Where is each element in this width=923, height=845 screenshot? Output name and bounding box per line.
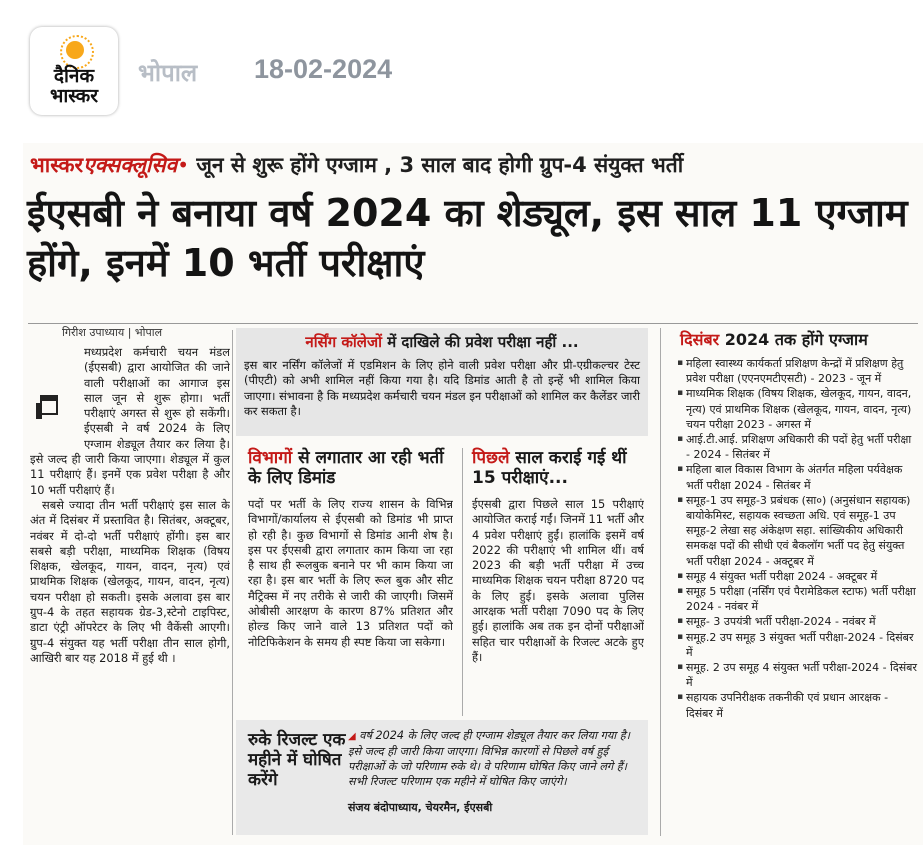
kicker-exclusive: एक्सक्लूसिव (83, 153, 178, 177)
nursing-box (236, 328, 648, 436)
divider (462, 448, 463, 716)
kicker-subhead: जून से शुरू होंगे एग्जाम , 3 साल बाद होगी ग्रुप-4 संयुक्त भर्ती (189, 153, 684, 177)
list-item: ▪ आई.टी.आई. प्रशिक्षण अधिकारी की पदों हेतु भर्ती परीक्षा - 2024 - सितंबर में (678, 432, 918, 462)
results-quote-heading: रुके रिजल्ट एक महीने में घोषित करेंगे (248, 730, 346, 790)
column-main-text (30, 345, 230, 825)
logo-line-2: भास्कर (49, 85, 99, 107)
schedule-heading: दिसंबर 2024 तक होंगे एग्जाम (680, 330, 868, 349)
city-label: भोपाल (138, 60, 198, 87)
last-year-text: ईएसबी द्वारा पिछले साल 15 परीक्षाएं आयोजित कराई गईं। जिनमें 11 भर्ती और 4 प्रवेश परीक्षाएं हुईं। हालांकि इसमें वर्ष 2022 की परीक्षाएं भी शामिल थीं। वर्ष 2023 की बड़ी भर्ती परीक्षा में उच्च माध्यमिक शिक्षक चयन परीक्षा 8720 पद के लिए हुई। इसके अलावा पुलिस आरक्षक भर्ती परीक्षा 7090 पद के लिए हुई। हालांकि अब तक इन दोनों परीक्षाओं सहित चार परीक्षाओं के रिजल्ट अटके हुए हैं। (472, 497, 644, 664)
list-item: ▪ समूह-1 उप समूह-3 प्रबंधक (सा०) (अनुसंधान सहायक) बायोकेमिस्ट, सहायक स्वच्छता अधि. एवं समूह-1 उप समूह-2 लेखा सह अंकेक्षण सहा. सांख्यिकीय अधिकारी समकक्ष पदों की सीधी एवं बैकलॉग भर्ती पद हेतु संयुक्त भर्ती परीक्षा 2024 - अक्टूबर में (678, 493, 918, 569)
office-desk-icon (30, 373, 78, 435)
logo-line-1: दैनिक (53, 65, 95, 87)
list-item: ▪ समूह 4 संयुक्त भर्ती परीक्षा 2024 - अक्टूबर में (678, 569, 918, 584)
list-item: ▪ माध्यमिक शिक्षक (विषय शिक्षक, खेलकूद, गायन, वादन, नृत्य) एवं प्राथमिक शिक्षक (खेलकूद, गायन, वादन, नृत्य) चयन परीक्षा 2023 - अगस्त में (678, 386, 918, 432)
list-item: ▪ समूह- 3 उपयंत्री भर्ती परीक्षा-2024 - नवंबर में (678, 614, 918, 629)
departments-heading: विभागों से लगातार आ रही भर्ती के लिए डिमांड (248, 448, 444, 488)
date-label: 18-02-2024 (254, 54, 393, 84)
departments-text: पदों पर भर्ती के लिए राज्य शासन के विभिन्न विभागों/कार्यालय से ईएसबी को डिमांड भी प्राप्त हो रही है। कुछ विभागों से डिमांड आनी शेष है। इस पर ईएसबी द्वारा लगातार काम किया जा रहा है साथ ही रूलबुक बनाने पर भी काम किया जा रहा है। इस बार भर्ती के लिए रूल बुक और सीट मैट्रिक्स में नए तरीके से जारी की जाएगी। जिसमें ओबीसी आरक्षण के कारण 87% प्रतिशत और होल्ड किए जाने वाले 13 प्रतिशत पदों को नोटिफिकेशन के समय ही स्पष्ट किया जा सकेगा। (248, 497, 453, 649)
divider (28, 323, 918, 324)
quote-author: संजय बंदोपाध्याय, चेयरमैन, ईएसबी (348, 801, 493, 814)
exam-schedule-list (678, 356, 918, 836)
kicker-line (30, 151, 910, 183)
quote-mark-icon: ◢ (348, 731, 356, 742)
last-year-heading: पिछले साल कराई गई थीं 15 परीक्षाएं... (472, 448, 627, 488)
results-quote-text: ◢ वर्ष 2024 के लिए जल्द ही एग्जाम शेड्यूल तैयार कर लिया गया है। इसे जल्द ही जारी किया जाएगा। विभिन्न कारणों से पिछले वर्ष हुई परीक्षाओं के जो परिणाम रुके थे। वे परिणाम घोषित किए जाने लगे हैं। सभी रिजल्ट परिणाम एक महीने में घोषित किए जाएंगे। (348, 729, 630, 788)
paragraph-1: मध्यप्रदेश कर्मचारी चयन मंडल (ईएसबी) द्वारा आयोजित की जाने वाली परीक्षाओं का आगाज इस साल जून से शुरू होगा। भर्ती परीक्षाएं अगस्त से शुरू हो सकेंगी। ईएसबी ने वर्ष 2024 के लिए एग्जाम शेड्यूल तैयार कर लिया है। इसे जल्द ही जारी किया जाएगा। शेड्यूल में कुल 11 परीक्षाएं हैं। इनमें एक प्रवेश परीक्षा है और 10 भर्ती परीक्षाएं हैं। (30, 345, 230, 497)
list-item: ▪ महिला स्वास्थ्य कार्यकर्ता प्रशिक्षण केन्द्रों में प्रशिक्षण हेतु प्रवेश परीक्षा (एएनएमटीएसटी) - 2023 - जून में (678, 356, 918, 386)
divider (660, 328, 661, 836)
list-item: ▪ सहायक उपनिरीक्षक तकनीकी एवं प्रधान आरक्षक - दिसंबर में (678, 690, 918, 720)
nursing-box-text: इस बार नर्सिंग कॉलेजों में एडमिशन के लिए होने वाली प्रवेश परीक्षा और प्री-एग्रीकल्चर टेस्ट (पीएटी) को अभी शामिल नहीं किया गया है। यदि डिमांड आती है तो इन्हें भी शामिल किया जाएगा। संभावना है कि मध्यप्रदेश कर्मचारी चयन मंडल इन परीक्षाओं को शामिल कर कैलेंडर जारी कर सकता है। (244, 358, 640, 418)
paragraph-2: सबसे ज्यादा तीन भर्ती परीक्षाएं इस साल के अंत में दिसंबर में प्रस्तावित है। सितंबर, अक्टूबर, नवंबर में दो-दो भर्ती परीक्षाएं होंगी। इस बार सबसे बड़ी परीक्षा, माध्यमिक शिक्षक (विषय शिक्षक, खेलकूद, गायन, वादन, नृत्य) एवं प्राथमिक शिक्षक (खेलकूद, गायन, वादन, नृत्य) चयन परीक्षा हो सकती। इसके अलावा इस बार ग्रुप-4 के तहत सहायक ग्रेड-3,स्टेनो टाइपिस्ट, डाटा एंट्री ऑपरेटर के लिए भी वैकेंसी आएगी। ग्रुप-4 संयुक्त यह भर्ती परीक्षा तीन साल होगी, आखिरी बार यह 2018 में हुई थी । (30, 497, 230, 665)
list-item: ▪ समूह 5 परीक्षा (नर्सिंग एवं पैरामेडिकल स्टाफ) भर्ती परीक्षा 2024 - नवंबर में (678, 584, 918, 614)
kicker-dot: • (177, 153, 190, 177)
kicker-brand: भास्कर (30, 153, 84, 177)
sun-icon (66, 41, 84, 59)
headline: ईएसबी ने बनाया वर्ष 2024 का शेड्यूल, इस साल 11 एग्जाम होंगे, इनमें 10 भर्ती परीक्षाएं (27, 191, 908, 285)
results-quote-box (236, 720, 648, 835)
divider (232, 330, 233, 835)
nursing-box-title: नर्सिंग कॉलेजों में दाखिले की प्रवेश परीक्षा नहीं ... (305, 333, 579, 351)
list-item: ▪ समूह.2 उप समूह 3 संयुक्त भर्ती परीक्षा-2024 - दिसंबर में (678, 630, 918, 660)
list-item: ▪ महिला बाल विकास विभाग के अंतर्गत महिला पर्यवेक्षक भर्ती परीक्षा 2024 - सितंबर में (678, 462, 918, 492)
byline: गिरीश उपाध्याय | भोपाल (62, 326, 163, 339)
list-item: ▪ समूह. 2 उप समूह 4 संयुक्त भर्ती परीक्षा-2024 - दिसंबर में (678, 660, 918, 690)
dainik-bhaskar-logo[interactable] (30, 27, 118, 115)
top-bar (0, 0, 923, 120)
